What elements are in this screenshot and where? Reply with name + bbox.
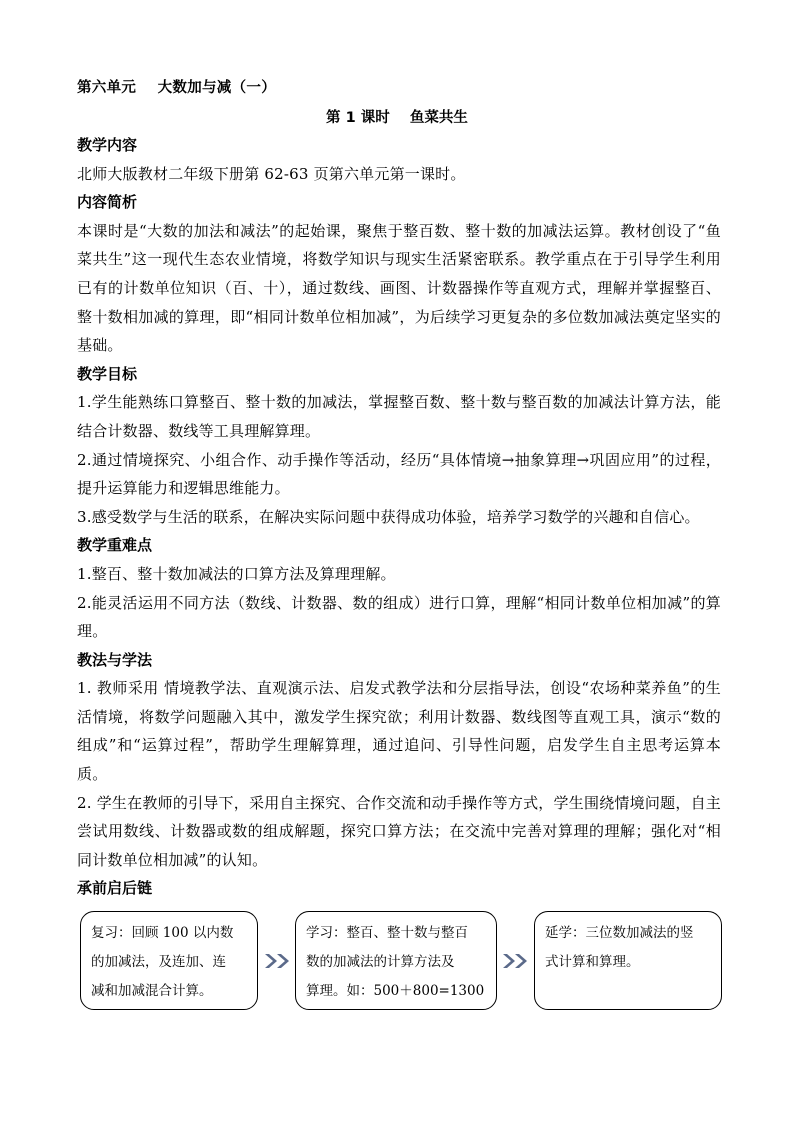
goal-item: 1.学生能熟练口算整百、整十数的加减法，掌握整百数、整十数与整百数的加减法计算方法，能结合计数器、数线等工具理解算理。 <box>77 393 721 440</box>
lesson-chain-diagram <box>80 911 722 1012</box>
chain-box-line: 数的加减法的计算方法及 <box>306 954 455 970</box>
key-point-item: 2.能灵活运用不同方法（数线、计数器、数的组成）进行口算，理解“相同计数单位相加减”的算理。 <box>77 593 721 641</box>
section-heading-chain: 承前启后链 <box>77 879 153 898</box>
chain-box-line: 学习：整百、整十数与整百 <box>306 925 468 941</box>
key-point-item: 1.整百、整十数加减法的口算方法及算理理解。 <box>77 564 396 583</box>
chain-box-review <box>80 911 258 1010</box>
chain-box-extend <box>534 911 722 1010</box>
section-heading-goals: 教学目标 <box>77 364 138 383</box>
analysis-text: 本课时是“大数的加法和减法”的起始课，聚焦于整百数、整十数的加减法运算。教材创设了“鱼菜共生”这一现代生态农业情境，将数学知识与现实生活紧密联系。教学重点在于引导学生利用已有的计数单位知识（百、十），通过数线、画图、计数器操作等直观方式，理解并掌握整百、整十数相加减的算理，即“相同计数单位相加减”，为后续学习更复杂的多位数加减法奠定坚实的基础。 <box>77 221 721 355</box>
goal-item: 3.感受数学与生活的联系，在解决实际问题中获得成功体验，培养学习数学的兴趣和自信心。 <box>77 507 700 526</box>
section-heading-key-points: 教学重难点 <box>77 536 153 555</box>
section-heading-methods: 教法与学法 <box>77 650 153 669</box>
chain-box-line: 式计算和算理。 <box>545 954 640 970</box>
chain-box-line: 的加减法，及连加、连 <box>91 954 226 970</box>
section-heading-analysis: 内容简析 <box>77 193 138 212</box>
chain-box-line: 复习：回顾 100 以内数 <box>91 925 234 941</box>
document-body <box>77 131 721 903</box>
section-heading-content: 教学内容 <box>77 136 138 154</box>
content-text: 北师大版教材二年级下册第 62-63 页第六单元第一课时。 <box>77 164 466 183</box>
chain-box-line: 算理。如：500＋800=1300 <box>306 983 485 999</box>
goal-item: 2.通过情境探究、小组合作、动手操作等活动，经历“具体情境→抽象算理→巩固应用”的过程，提升运算能力和逻辑思维能力。 <box>77 450 721 498</box>
chain-box-line: 延学：三位数加减法的竖 <box>545 925 694 941</box>
double-chevron-right-icon <box>501 951 531 971</box>
double-chevron-right-icon <box>263 951 293 971</box>
method-item: 2. 学生在教师的引导下，采用自主探究、合作交流和动手操作等方式，学生围绕情境问题，自主尝试用数线、计数器或数的组成解题，探究口算方法；在交流中完善对算理的理解；强化对“相同计数单位相加减”的认知。 <box>77 793 721 869</box>
chain-box-line: 减和加减混合计算。 <box>91 983 213 999</box>
lesson-title: 第 1 课时 鱼菜共生 <box>326 110 468 126</box>
method-item: 1. 教师采用 情境教学法、直观演示法、启发式教学法和分层指导法，创设“农场种菜养鱼”的生活情境，将数学问题融入其中，激发学生探究欲；利用计数器、数线图等直观工具，演示“数的组成”和“运算过程”，帮助学生理解算理，通过追问、引导性问题，启发学生自主思考运算本质。 <box>77 679 721 784</box>
chain-box-learn <box>295 911 497 1010</box>
unit-title: 第六单元 大数加与减（一） <box>77 80 276 96</box>
